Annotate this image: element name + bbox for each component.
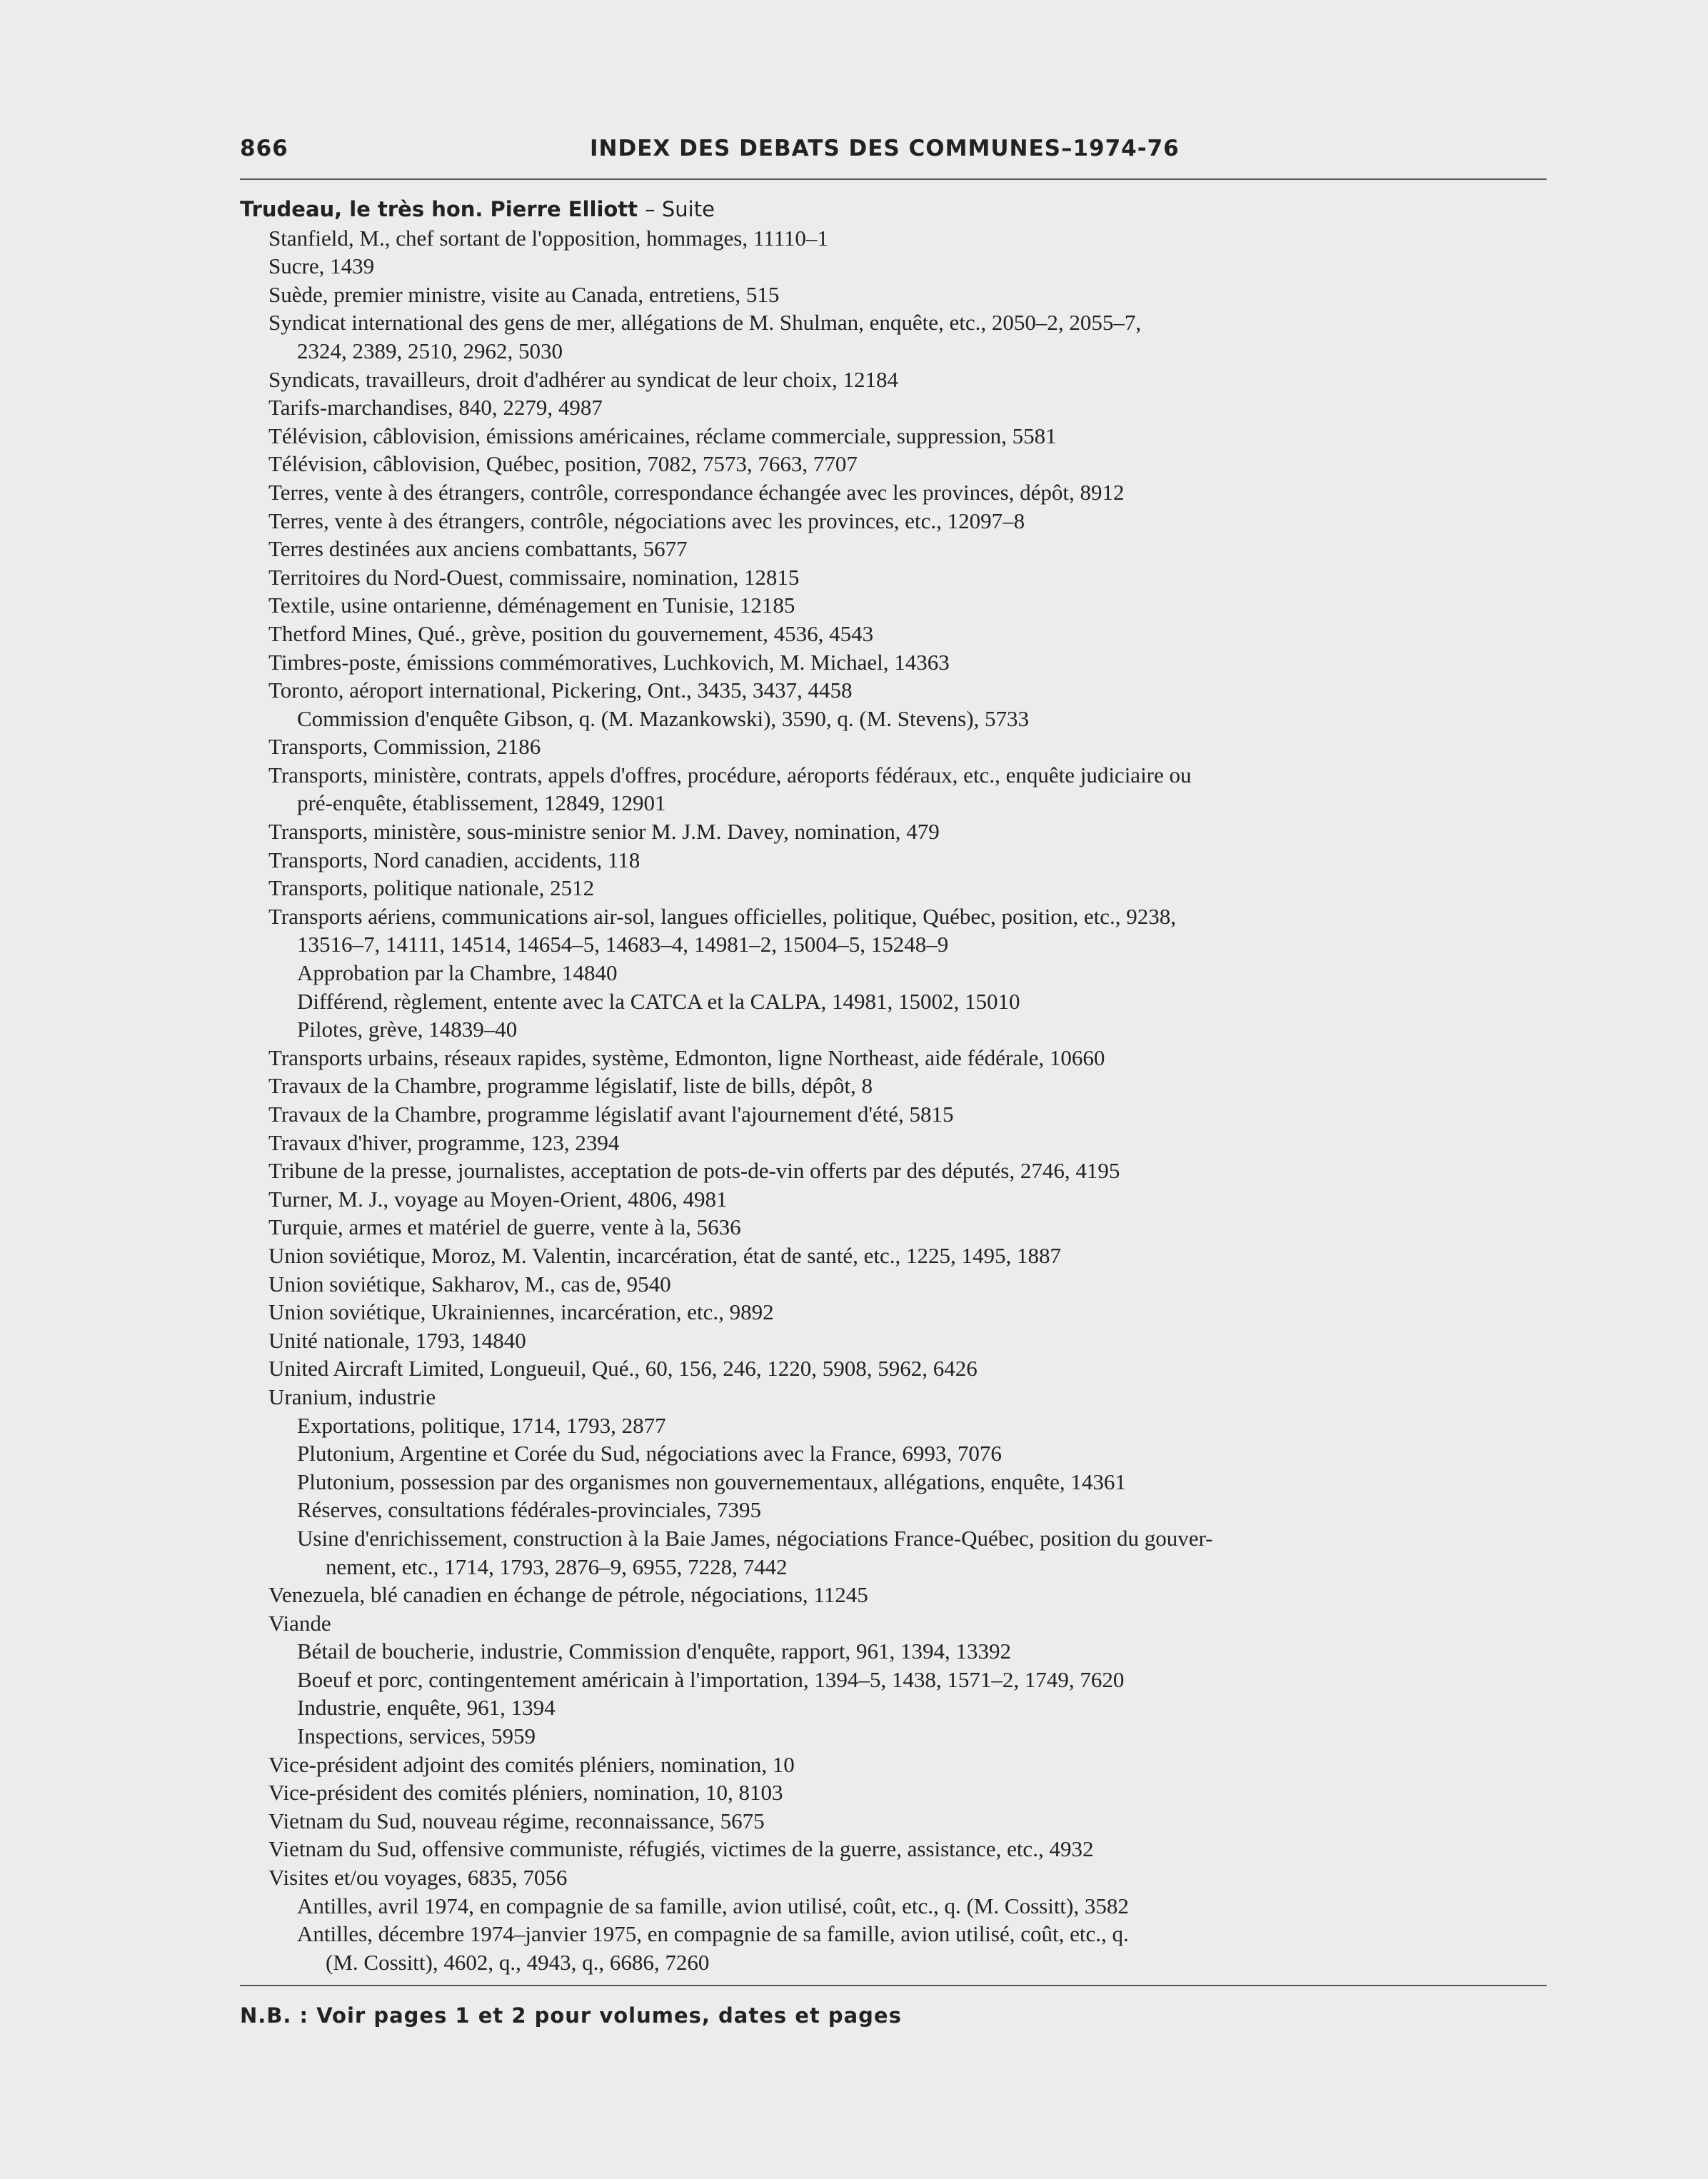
index-entry bbox=[240, 1383, 1547, 1411]
index-entry bbox=[240, 224, 1547, 253]
entry-text: Pilotes, grève, 14839–40 bbox=[297, 1017, 518, 1042]
heading-name: Trudeau, le très hon. Pierre Elliott bbox=[240, 197, 638, 221]
entry-text: Vice-président des comités pléniers, nomination, 10, 8103 bbox=[268, 1780, 783, 1806]
index-subentry bbox=[240, 1496, 1547, 1524]
index-entry bbox=[240, 1778, 1547, 1807]
index-subentry bbox=[240, 1637, 1547, 1666]
index-subentry bbox=[240, 705, 1547, 733]
entry-text: Exportations, politique, 1714, 1793, 2877 bbox=[297, 1412, 666, 1438]
index-subentry bbox=[240, 1694, 1547, 1722]
index-entry bbox=[240, 1835, 1547, 1863]
entry-text: Venezuela, blé canadien en échange de pétrole, négociations, 11245 bbox=[268, 1582, 868, 1608]
footer-rule bbox=[240, 1985, 1547, 1986]
index-subentry bbox=[240, 1920, 1547, 1976]
index-entry bbox=[240, 563, 1547, 592]
index-entry bbox=[240, 535, 1547, 563]
entry-text: Textile, usine ontarienne, déménagement en Tunisie, 12185 bbox=[268, 593, 795, 618]
index-subentry bbox=[240, 1411, 1547, 1440]
entry-text: Turner, M. J., voyage au Moyen-Orient, 4806, 4981 bbox=[268, 1186, 728, 1212]
index-entry bbox=[240, 1129, 1547, 1157]
entry-text: Transports, politique nationale, 2512 bbox=[268, 875, 595, 901]
index-entry bbox=[240, 1327, 1547, 1355]
index-entry bbox=[240, 1100, 1547, 1129]
entry-text: Sucre, 1439 bbox=[268, 253, 375, 279]
index-entry bbox=[240, 1072, 1547, 1100]
index-entry bbox=[240, 393, 1547, 422]
index-subentry bbox=[240, 1439, 1547, 1468]
heading-suite: – Suite bbox=[645, 197, 715, 221]
entry-text: Union soviétique, Moroz, M. Valentin, incarcération, état de santé, etc., 1225, 1495, 1887 bbox=[268, 1242, 1061, 1268]
index-entry bbox=[240, 1298, 1547, 1327]
entry-text: Travaux de la Chambre, programme législatif, liste de bills, dépôt, 8 bbox=[268, 1073, 873, 1099]
entry-text: Télévision, câblovision, Québec, position, 7082, 7573, 7663, 7707 bbox=[268, 451, 858, 477]
index-entry bbox=[240, 1213, 1547, 1242]
entry-text: Commission d'enquête Gibson, q. (M. Mazankowski), 3590, q. (M. Stevens), 5733 bbox=[297, 705, 1030, 731]
index-entry bbox=[240, 676, 1547, 705]
index-entry bbox=[240, 1270, 1547, 1299]
page-number: 866 bbox=[240, 136, 288, 161]
entry-text: Terres destinées aux anciens combattants, 5677 bbox=[268, 536, 688, 562]
index-entry bbox=[240, 1581, 1547, 1609]
index-entry bbox=[240, 902, 1547, 959]
entry-text: Télévision, câblovision, émissions américaines, réclame commerciale, suppression, 5581 bbox=[268, 423, 1057, 448]
entry-text: Différend, règlement, entente avec la CATCA et la CALPA, 14981, 15002, 15010 bbox=[297, 988, 1020, 1014]
index-entry bbox=[240, 817, 1547, 846]
entry-continuation: 13516–7, 14111, 14514, 14654–5, 14683–4, 14981–2, 15004–5, 15248–9 bbox=[297, 932, 949, 957]
entry-text: Territoires du Nord-Ouest, commissaire, nomination, 12815 bbox=[268, 564, 800, 590]
entry-text: Terres, vente à des étrangers, contrôle, correspondance échangée avec les provinces, dépôt, 8912 bbox=[268, 479, 1125, 505]
index-entry bbox=[240, 478, 1547, 507]
entry-text: Plutonium, Argentine et Corée du Sud, négociations avec la France, 6993, 7076 bbox=[297, 1441, 1002, 1466]
entry-text: Transports, Commission, 2186 bbox=[268, 734, 541, 760]
entry-text: Plutonium, possession par des organismes non gouvernementaux, allégations, enquête, 14361 bbox=[297, 1469, 1126, 1494]
entry-text: Travaux d'hiver, programme, 123, 2394 bbox=[268, 1129, 620, 1155]
index-entry bbox=[240, 1185, 1547, 1214]
index-subentry bbox=[240, 1468, 1547, 1496]
index-entry bbox=[240, 308, 1547, 365]
index-entry bbox=[240, 1751, 1547, 1779]
index-subentry bbox=[240, 1892, 1547, 1921]
index-subentry bbox=[240, 1015, 1547, 1044]
entry-text: Tribune de la presse, journalistes, acceptation de pots-de-vin offerts par des députés, 2746, 4195 bbox=[268, 1158, 1120, 1184]
index-entry bbox=[240, 450, 1547, 478]
entry-text: Syndicat international des gens de mer, allégations de M. Shulman, enquête, etc., 2050–2, 2055–7, bbox=[268, 310, 1142, 336]
index-entry bbox=[240, 874, 1547, 902]
entry-text: Vietnam du Sud, offensive communiste, réfugiés, victimes de la guerre, assistance, etc., 4932 bbox=[268, 1836, 1094, 1862]
index-entry bbox=[240, 846, 1547, 875]
entry-text: Suède, premier ministre, visite au Canada, entretiens, 515 bbox=[268, 281, 780, 307]
entry-text: Travaux de la Chambre, programme législatif avant l'ajournement d'été, 5815 bbox=[268, 1102, 954, 1127]
index-entry bbox=[240, 281, 1547, 309]
index-entry bbox=[240, 1157, 1547, 1185]
index-entry bbox=[240, 1807, 1547, 1836]
entry-text: Visites et/ou voyages, 6835, 7056 bbox=[268, 1865, 568, 1891]
entry-text: Viande bbox=[268, 1610, 331, 1636]
index-subentry bbox=[240, 987, 1547, 1016]
entry-text: Bétail de boucherie, industrie, Commission d'enquête, rapport, 961, 1394, 13392 bbox=[297, 1639, 1011, 1664]
entry-continuation: 2324, 2389, 2510, 2962, 5030 bbox=[297, 338, 563, 363]
entry-text: Approbation par la Chambre, 14840 bbox=[297, 960, 618, 986]
entry-text: Antilles, décembre 1974–janvier 1975, en compagnie de sa famille, avion utilisé, coût, etc., q. bbox=[297, 1921, 1129, 1947]
index-subentry bbox=[240, 959, 1547, 987]
index-entry bbox=[240, 591, 1547, 620]
entry-text: Union soviétique, Ukrainiennes, incarcération, etc., 9892 bbox=[268, 1299, 774, 1325]
entry-continuation: nement, etc., 1714, 1793, 2876–9, 6955, 7228, 7442 bbox=[326, 1554, 788, 1579]
index-entry bbox=[240, 1863, 1547, 1892]
index-entry bbox=[240, 733, 1547, 761]
index-entry bbox=[240, 648, 1547, 677]
footer-note: N.B. : Voir pages 1 et 2 pour volumes, dates et pages bbox=[240, 2003, 902, 2028]
index-subentry bbox=[240, 1524, 1547, 1581]
entry-text: Turquie, armes et matériel de guerre, vente à la, 5636 bbox=[268, 1214, 741, 1240]
entry-text: Transports, Nord canadien, accidents, 118 bbox=[268, 847, 640, 872]
entry-text: United Aircraft Limited, Longueuil, Qué., 60, 156, 246, 1220, 5908, 5962, 6426 bbox=[268, 1356, 978, 1382]
index-heading bbox=[240, 196, 1547, 224]
index-entry bbox=[240, 620, 1547, 648]
index-entry bbox=[240, 507, 1547, 535]
entry-text: Unité nationale, 1793, 14840 bbox=[268, 1327, 526, 1353]
entry-text: Union soviétique, Sakharov, M., cas de, 9540 bbox=[268, 1271, 671, 1297]
index-entry bbox=[240, 1609, 1547, 1638]
index-entry bbox=[240, 1242, 1547, 1270]
index-entry bbox=[240, 1354, 1547, 1383]
entry-text: Timbres-poste, émissions commémoratives, Luchkovich, M. Michael, 14363 bbox=[268, 649, 950, 675]
index-entry bbox=[240, 761, 1547, 817]
entry-text: Transports aériens, communications air-sol, langues officielles, politique, Québec, position, etc., 9238, bbox=[268, 903, 1176, 929]
entry-text: Transports, ministère, contrats, appels d'offres, procédure, aéroports fédéraux, etc., enquête judiciaire ou bbox=[268, 762, 1192, 787]
index-entry bbox=[240, 1044, 1547, 1072]
entry-text: Boeuf et porc, contingentement américain à l'importation, 1394–5, 1438, 1571–2, 1749, 7620 bbox=[297, 1666, 1125, 1692]
entry-text: Syndicats, travailleurs, droit d'adhérer au syndicat de leur choix, 12184 bbox=[268, 366, 898, 392]
entry-text: Antilles, avril 1974, en compagnie de sa famille, avion utilisé, coût, etc., q. (M. Cossitt), 3582 bbox=[297, 1893, 1129, 1918]
entry-continuation: pré-enquête, établissement, 12849, 12901 bbox=[297, 790, 666, 816]
entry-text: Terres, vente à des étrangers, contrôle, négociations avec les provinces, etc., 12097–8 bbox=[268, 508, 1025, 533]
entry-text: Vietnam du Sud, nouveau régime, reconnaissance, 5675 bbox=[268, 1808, 765, 1833]
entry-text: Uranium, industrie bbox=[268, 1384, 436, 1409]
index-entry bbox=[240, 422, 1547, 451]
entry-continuation: (M. Cossitt), 4602, q., 4943, q., 6686, 7260 bbox=[326, 1949, 710, 1975]
header-rule bbox=[240, 178, 1547, 180]
entry-text: Transports urbains, réseaux rapides, système, Edmonton, ligne Northeast, aide fédérale, 10660 bbox=[268, 1045, 1105, 1070]
index-subentry bbox=[240, 1666, 1547, 1694]
entry-text: Inspections, services, 5959 bbox=[297, 1723, 536, 1749]
index-subentry bbox=[240, 1722, 1547, 1751]
index-entry bbox=[240, 252, 1547, 281]
entry-text: Réserves, consultations fédérales-provinciales, 7395 bbox=[297, 1497, 761, 1523]
entry-text: Vice-président adjoint des comités pléniers, nomination, 10 bbox=[268, 1751, 795, 1777]
entry-text: Industrie, enquête, 961, 1394 bbox=[297, 1695, 556, 1721]
entry-text: Thetford Mines, Qué., grève, position du gouvernement, 4536, 4543 bbox=[268, 620, 874, 646]
index-entry bbox=[240, 366, 1547, 394]
running-title: INDEX DES DEBATS DES COMMUNES–1974-76 bbox=[590, 136, 1180, 161]
entry-text: Transports, ministère, sous-ministre senior M. J.M. Davey, nomination, 479 bbox=[268, 819, 940, 845]
entry-text: Toronto, aéroport international, Pickering, Ont., 3435, 3437, 4458 bbox=[268, 678, 853, 703]
index-entries bbox=[240, 196, 1547, 1976]
entry-text: Usine d'enrichissement, construction à la Baie James, négociations France-Québec, position du gouver- bbox=[297, 1525, 1213, 1551]
entry-text: Stanfield, M., chef sortant de l'opposition, hommages, 11110–1 bbox=[268, 225, 828, 251]
entry-text: Tarifs-marchandises, 840, 2279, 4987 bbox=[268, 395, 603, 421]
